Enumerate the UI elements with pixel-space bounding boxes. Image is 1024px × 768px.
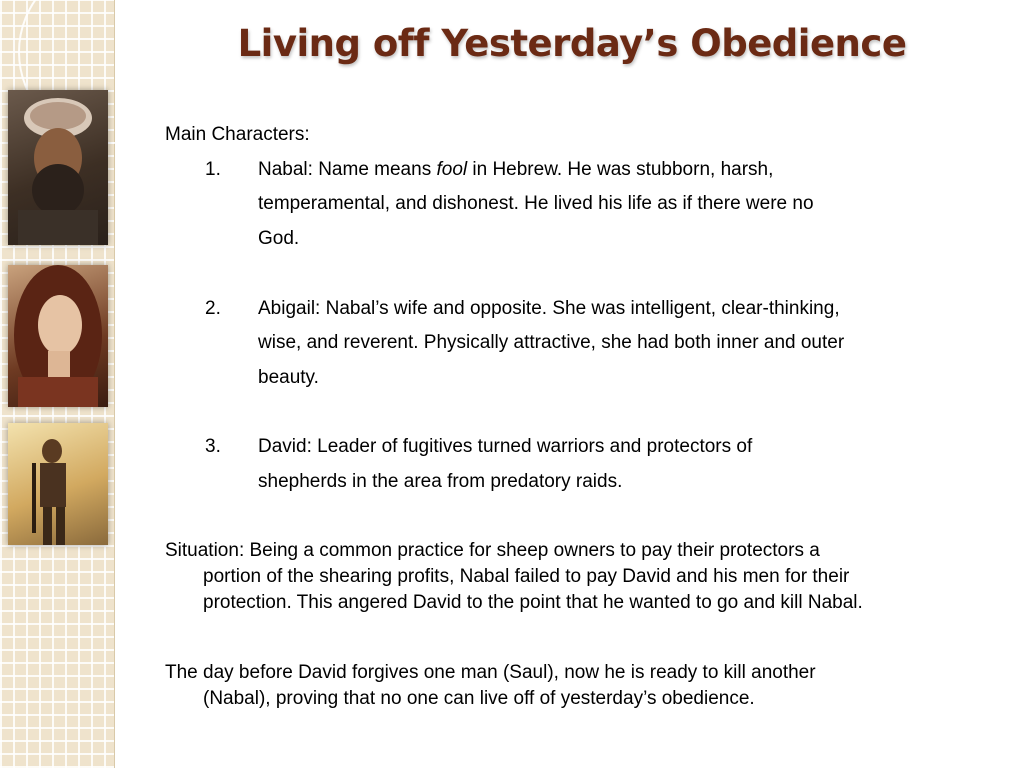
slide-title: Living off Yesterday’s Obedience — [237, 22, 907, 65]
situation-line: portion of the shearing profits, Nabal failed to pay David and his men for their — [203, 566, 850, 587]
situation-line: protection. This angered David to the point that he wanted to go and kill Nabal. — [203, 592, 863, 613]
portrait-abigail-image — [8, 265, 108, 407]
list-number: 3. — [205, 436, 221, 457]
main-characters-label: Main Characters: — [165, 124, 310, 145]
emphasis-fool: fool — [436, 159, 468, 180]
list-number: 2. — [205, 298, 221, 319]
item-text-line: beauty. — [258, 367, 319, 388]
item-text-line: Nabal: Name means fool in Hebrew. He was stubborn, harsh, — [258, 159, 774, 180]
conclusion-line: (Nabal), proving that no one can live off of yesterday’s obedience. — [203, 688, 755, 709]
list-number: 1. — [205, 159, 221, 180]
decorative-sidebar — [0, 0, 115, 768]
item-text-line: Abigail: Nabal’s wife and opposite. She was intelligent, clear-thinking, — [258, 298, 840, 319]
conclusion-line: The day before David forgives one man (Saul), now he is ready to kill another — [165, 662, 816, 683]
item-text-line: temperamental, and dishonest. He lived his life as if there were no — [258, 193, 814, 214]
situation-line: Situation: Being a common practice for sheep owners to pay their protectors a — [165, 540, 820, 561]
portrait-david-image — [8, 423, 108, 545]
item-text-line: shepherds in the area from predatory raids. — [258, 471, 623, 492]
item-text-line: wise, and reverent. Physically attractive, she had both inner and outer — [258, 332, 845, 353]
item-text-line: God. — [258, 228, 300, 249]
portrait-nabal-image — [8, 90, 108, 245]
item-text-line: David: Leader of fugitives turned warriors and protectors of — [258, 436, 753, 457]
